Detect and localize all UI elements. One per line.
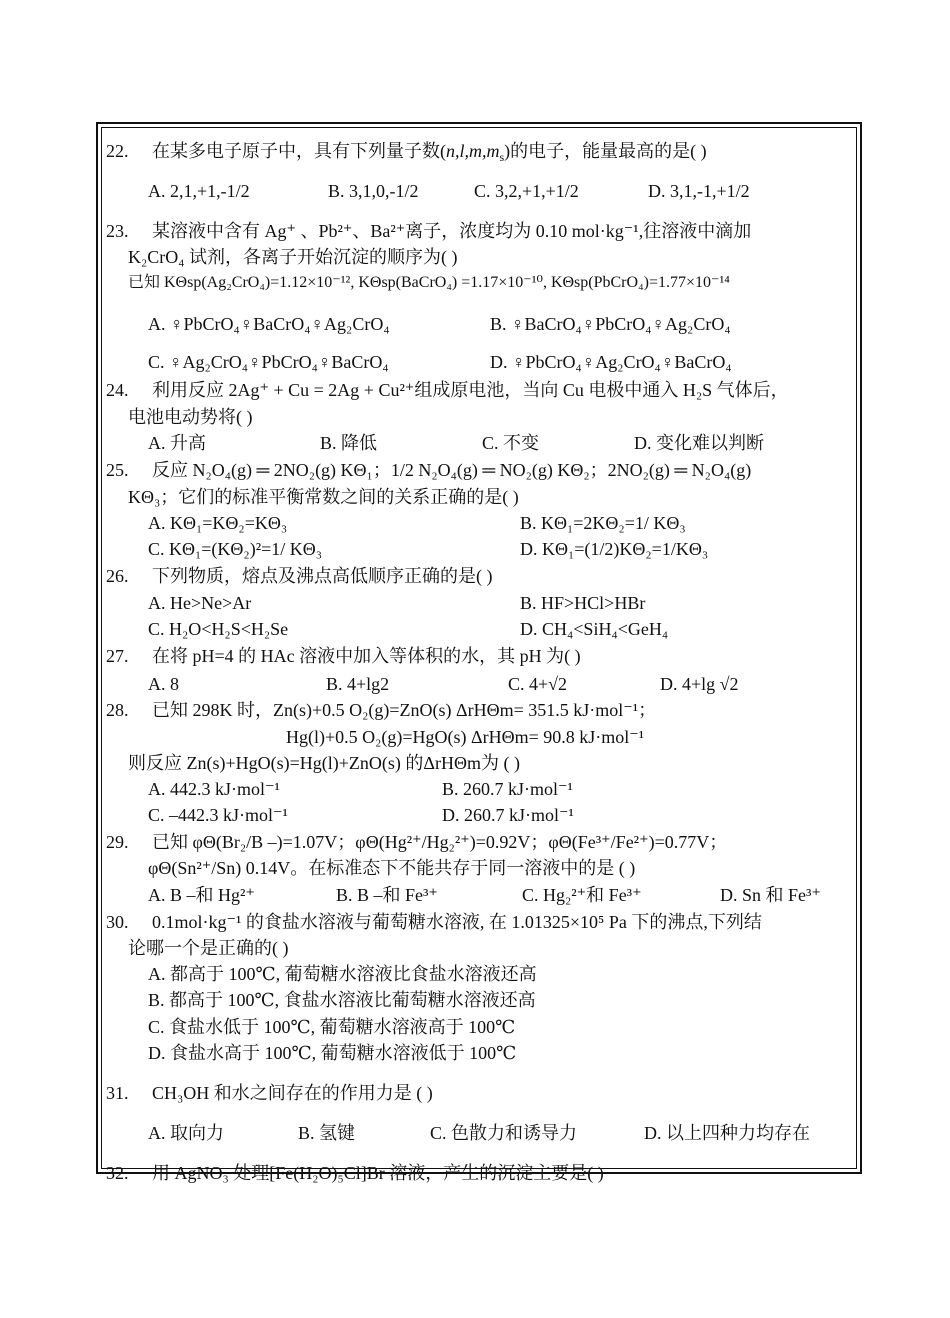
option-d[interactable]: D. 4+lg √2: [660, 674, 739, 694]
question-number: 22.: [106, 141, 129, 161]
question-27: [106, 645, 581, 667]
question-number: 30.: [106, 912, 129, 932]
option-c[interactable]: C. 3,2,+1,+1/2: [474, 181, 579, 201]
question-25: [106, 459, 751, 481]
option-d[interactable]: D. KΘ₁=(1/2)KΘ₂=1/KΘ₃: [520, 539, 709, 559]
question-32: [106, 1162, 604, 1184]
option-d[interactable]: D. ♀PbCrO₄♀Ag₂CrO₄♀BaCrO₄: [490, 352, 732, 372]
known-constants: 已知 KΘsp(Ag₂CrO₄)=1.12×10⁻¹², KΘsp(BaCrO₄) =1.17×10⁻¹⁰, KΘsp(PbCrO₄)=1.77×10⁻¹⁴: [128, 274, 730, 291]
option-a[interactable]: A. 升高: [148, 433, 206, 453]
question-stem: 某溶液中含有 Ag⁺ 、Pb²⁺、Ba²⁺离子，浓度均为 0.10 mol·kg⁻¹,往溶液中滴加: [152, 221, 752, 241]
option-b[interactable]: B. 4+lg2: [326, 674, 390, 694]
question-stem-line: 论哪一个是正确的( ): [128, 938, 289, 958]
option-d[interactable]: D. 以上四种力均存在: [644, 1123, 810, 1143]
option-c[interactable]: C. KΘ₁=(KΘ₂)²=1/ KΘ₃: [148, 539, 323, 559]
question-stem-line: 电池电动势将( ): [128, 407, 253, 427]
option-b[interactable]: B. B –和 Fe³⁺: [336, 885, 438, 905]
question-22: [106, 140, 707, 162]
question-24: [106, 379, 789, 401]
option-a[interactable]: A. 442.3 kJ·mol⁻¹: [148, 779, 280, 799]
question-30: [106, 911, 762, 933]
option-b[interactable]: B. 氢键: [298, 1123, 356, 1143]
question-29: [106, 831, 727, 853]
question-number: 29.: [106, 832, 129, 852]
question-number: 23.: [106, 221, 129, 241]
question-stem: 在某多电子原子中，具有下列量子数(: [152, 141, 446, 161]
question-number: 27.: [106, 646, 129, 666]
question-stem: 利用反应 2Ag⁺ + Cu = 2Ag + Cu²⁺组成原电池，当向 Cu 电极中通入 H₂S 气体后，: [152, 380, 789, 400]
question-31: [106, 1082, 433, 1104]
question-stem: 在将 pH=4 的 HAc 溶液中加入等体积的水，其 pH 为( ): [152, 646, 581, 666]
question-number: 24.: [106, 380, 129, 400]
question-number: 28.: [106, 700, 129, 720]
question-number: 32.: [106, 1163, 129, 1183]
option-a[interactable]: A. He>Ne>Ar: [148, 593, 252, 613]
question-stem-line: Hg(l)+0.5 O₂(g)=HgO(s) ΔrHΘm= 90.8 kJ·mol⁻¹: [286, 727, 645, 747]
option-d[interactable]: D. CH₄<SiH₄<GeH₄: [520, 619, 669, 639]
quantum-number-vars: n,l,m,m: [446, 141, 500, 161]
option-c[interactable]: C. 食盐水低于 100℃, 葡萄糖水溶液高于 100℃: [148, 1017, 516, 1037]
option-b[interactable]: B. 都高于 100℃, 食盐水溶液比葡萄糖水溶液还高: [148, 990, 536, 1010]
option-c[interactable]: C. 不变: [482, 433, 540, 453]
option-a[interactable]: A. 8: [148, 674, 179, 694]
question-stem-line: K₂CrO₄ 试剂，各离子开始沉淀的顺序为( ): [128, 247, 458, 267]
question-number: 26.: [106, 566, 129, 586]
question-stem-end: )的电子，能量最高的是( ): [504, 141, 707, 161]
option-c[interactable]: C. ♀Ag₂CrO₄♀PbCrO₄♀BaCrO₄: [148, 352, 389, 372]
option-a[interactable]: A. 取向力: [148, 1123, 224, 1143]
option-c[interactable]: C. 色散力和诱导力: [430, 1123, 578, 1143]
option-a[interactable]: A. 2,1,+1,-1/2: [148, 181, 250, 201]
option-a[interactable]: A. 都高于 100℃, 葡萄糖水溶液比食盐水溶液还高: [148, 964, 537, 984]
question-stem: CH₃OH 和水之间存在的作用力是 ( ): [152, 1083, 433, 1103]
option-c[interactable]: C. Hg₂²⁺和 Fe³⁺: [522, 885, 642, 905]
option-b[interactable]: B. HF>HCl>HBr: [520, 593, 646, 613]
option-c[interactable]: C. H₂O<H₂S<H₂Se: [148, 619, 289, 639]
option-a[interactable]: A. B –和 Hg²⁺: [148, 885, 255, 905]
question-stem: 反应 N₂O₄(g) ═ 2NO₂(g) KΘ₁；1/2 N₂O₄(g) ═ NO₂(g) KΘ₂；2NO₂(g) ═ N₂O₄(g): [152, 460, 752, 480]
question-number: 31.: [106, 1083, 129, 1103]
question-stem-line: 则反应 Zn(s)+HgO(s)=Hg(l)+ZnO(s) 的ΔrHΘm为 ( ): [128, 753, 520, 773]
option-d[interactable]: D. 食盐水高于 100℃, 葡萄糖水溶液低于 100℃: [148, 1043, 517, 1063]
question-stem: 已知 298K 时，Zn(s)+0.5 O₂(g)=ZnO(s) ΔrHΘm= 351.5 kJ·mol⁻¹；: [152, 700, 657, 720]
option-d[interactable]: D. 变化难以判断: [634, 433, 764, 453]
question-stem-line: KΘ₃；它们的标准平衡常数之间的关系正确的是( ): [128, 487, 519, 507]
option-a[interactable]: A. ♀PbCrO₄♀BaCrO₄♀Ag₂CrO₄: [148, 314, 390, 334]
question-26: [106, 565, 493, 587]
question-23: [106, 220, 751, 242]
option-b[interactable]: B. 降低: [320, 433, 378, 453]
option-c[interactable]: C. –442.3 kJ·mol⁻¹: [148, 805, 288, 825]
option-d[interactable]: D. 260.7 kJ·mol⁻¹: [442, 805, 574, 825]
option-b[interactable]: B. ♀BaCrO₄♀PbCrO₄♀Ag₂CrO₄: [490, 314, 731, 334]
option-a[interactable]: A. KΘ₁=KΘ₂=KΘ₃: [148, 513, 288, 533]
question-number: 25.: [106, 460, 129, 480]
option-b[interactable]: B. 3,1,0,-1/2: [328, 181, 419, 201]
question-stem: 已知 φΘ(Br₂/B –)=1.07V；φΘ(Hg²⁺/Hg₂²⁺)=0.92V；φΘ(Fe³⁺/Fe²⁺)=0.77V；: [152, 832, 728, 852]
question-stem: 用 AgNO₃ 处理[Fe(H₂O)₅Cl]Br 溶液，产生的沉淀主要是( ): [152, 1163, 604, 1183]
option-c[interactable]: C. 4+√2: [508, 674, 568, 694]
quantum-number-subscript: s: [499, 150, 505, 164]
question-stem: 下列物质，熔点及沸点高低顺序正确的是( ): [152, 566, 493, 586]
question-stem-line: φΘ(Sn²⁺/Sn) 0.14V。在标准态下不能共存于同一溶液中的是 ( ): [148, 858, 636, 878]
option-d[interactable]: D. 3,1,-1,+1/2: [648, 181, 750, 201]
question-28: [106, 699, 656, 721]
option-b[interactable]: B. KΘ₁=2KΘ₂=1/ KΘ₃: [520, 513, 686, 533]
question-stem: 0.1mol·kg⁻¹ 的食盐水溶液与葡萄糖水溶液, 在 1.01325×10⁵ Pa 下的沸点,下列结: [152, 912, 762, 932]
option-b[interactable]: B. 260.7 kJ·mol⁻¹: [442, 779, 573, 799]
option-d[interactable]: D. Sn 和 Fe³⁺: [720, 885, 821, 905]
